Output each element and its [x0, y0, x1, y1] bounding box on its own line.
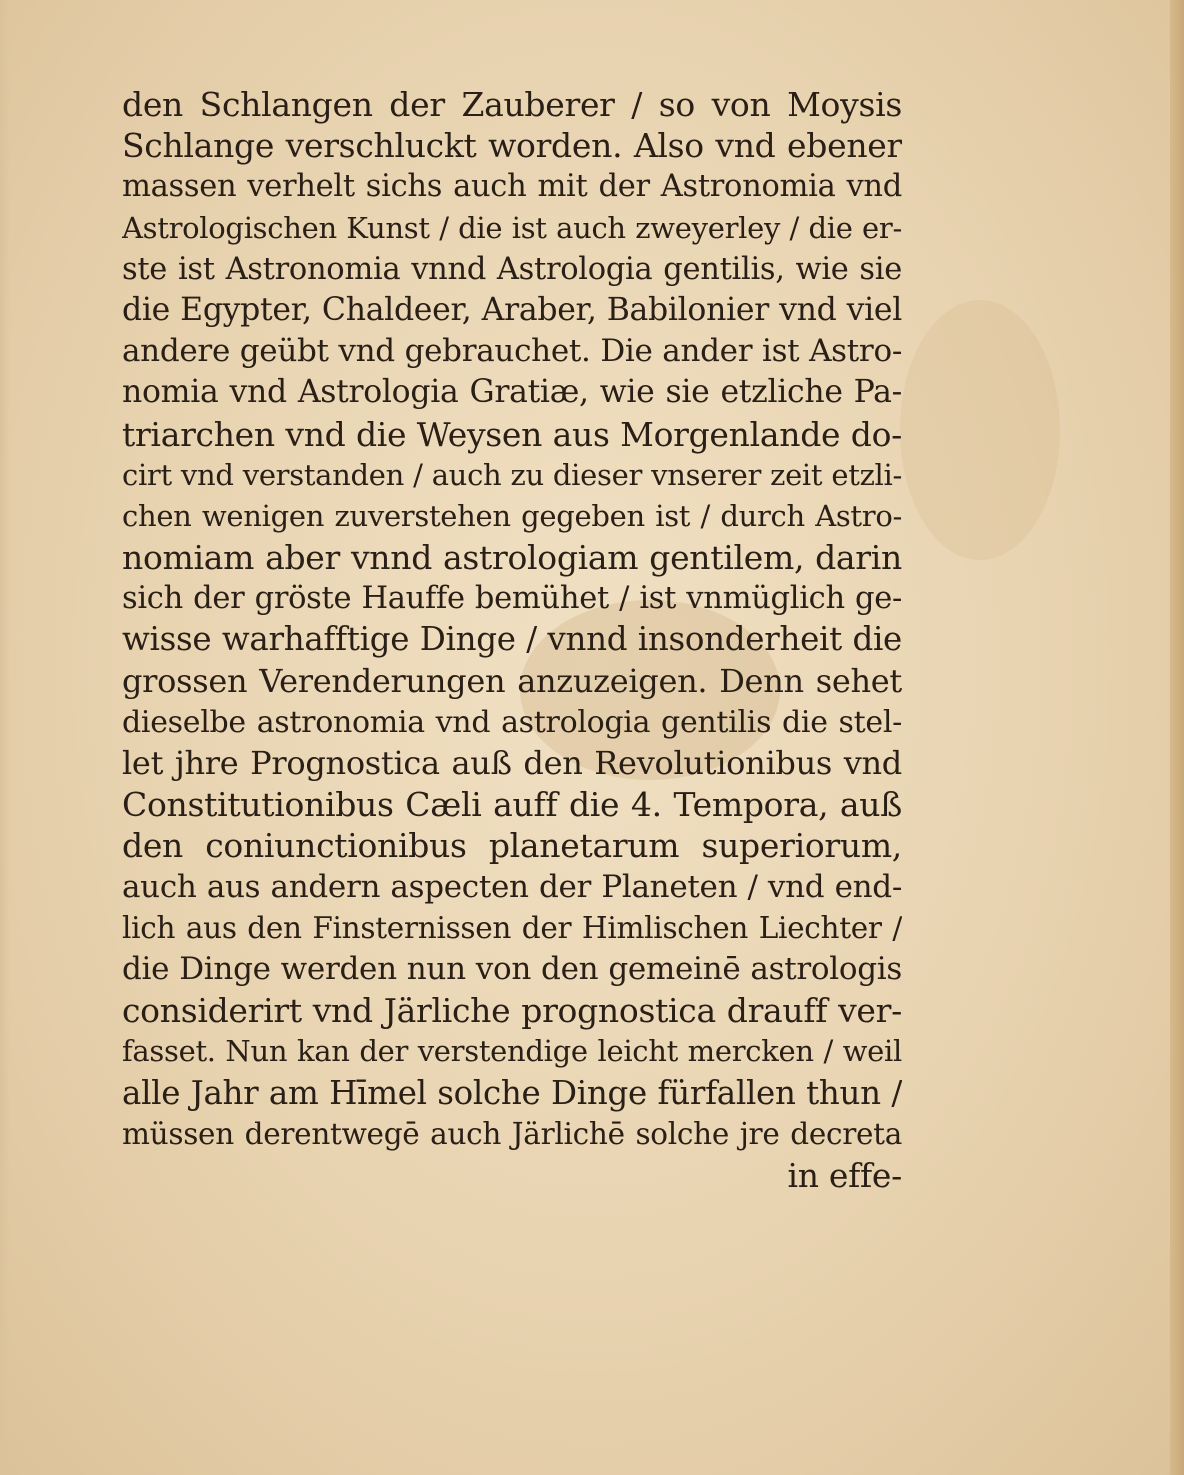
text-line: müssen derentwegē auch Järlichē solche jre decreta [122, 1116, 902, 1151]
text-line: die Dinge werden nun von den gemeinē astrologis [122, 950, 902, 987]
paper-stain [900, 300, 1060, 560]
text-line: den coniunctionibus planetarum superiorum, [122, 826, 902, 866]
text-line: Schlange verschluckt worden. Also vnd ebener [122, 126, 902, 166]
text-line: auch aus andern aspecten der Planeten / vnd end- [122, 868, 902, 905]
text-line: dieselbe astronomia vnd astrologia gentilis die stel- [122, 704, 902, 740]
page-left-edge [0, 0, 10, 1475]
text-line: den Schlangen der Zauberer / so von Moysis [122, 85, 902, 124]
text-line: considerirt vnd Järliche prognostica drauff ver- [122, 991, 902, 1031]
text-line: massen verhelt sichs auch mit der Astronomia vnd [122, 169, 902, 205]
text-line: wisse warhafftige Dinge / vnnd insonderheit die [122, 620, 902, 659]
text-line: die Egypter, Chaldeer, Araber, Babilonier vnd viel [122, 291, 902, 328]
text-line: grossen Verenderungen anzuzeigen. Denn sehet [122, 661, 902, 700]
text-line: andere geübt vnd gebrauchet. Die ander ist Astro- [122, 333, 902, 370]
page-right-edge [1170, 0, 1184, 1475]
text-line: alle Jahr am Hīmel solche Dinge fürfallen thun / [122, 1073, 902, 1112]
text-line: lich aus den Finsternissen der Himlischen Liechter / [122, 910, 902, 945]
text-line: nomia vnd Astrologia Gratiæ, wie sie etzliche Pa- [122, 374, 902, 411]
catchword-line: in effe- [787, 1155, 902, 1195]
text-line: nomiam aber vnnd astrologiam gentilem, darin [122, 538, 902, 578]
body-text [122, 84, 902, 1196]
text-line: triarchen vnd die Weysen aus Morgenlande do- [122, 414, 902, 454]
text-line: cirt vnd verstanden / auch zu dieser vnserer zeit etzli- [122, 457, 902, 492]
text-line: sich der gröste Hauffe bemühet / ist vnmüglich ge- [122, 581, 902, 617]
text-line: let jhre Prognostica auß den Revolutionibus vnd [122, 744, 902, 782]
text-line: Constitutionibus Cæli auff die 4. Tempora, auß [122, 785, 902, 825]
text-line: chen wenigen zuverstehen gegeben ist / durch Astro- [122, 498, 902, 533]
text-line: fasset. Nun kan der verstendige leicht mercken / weil [122, 1034, 902, 1069]
text-line: Astrologischen Kunst / die ist auch zweyerley / die er- [122, 210, 902, 245]
text-line: ste ist Astronomia vnnd Astrologia gentilis, wie sie [122, 251, 902, 287]
